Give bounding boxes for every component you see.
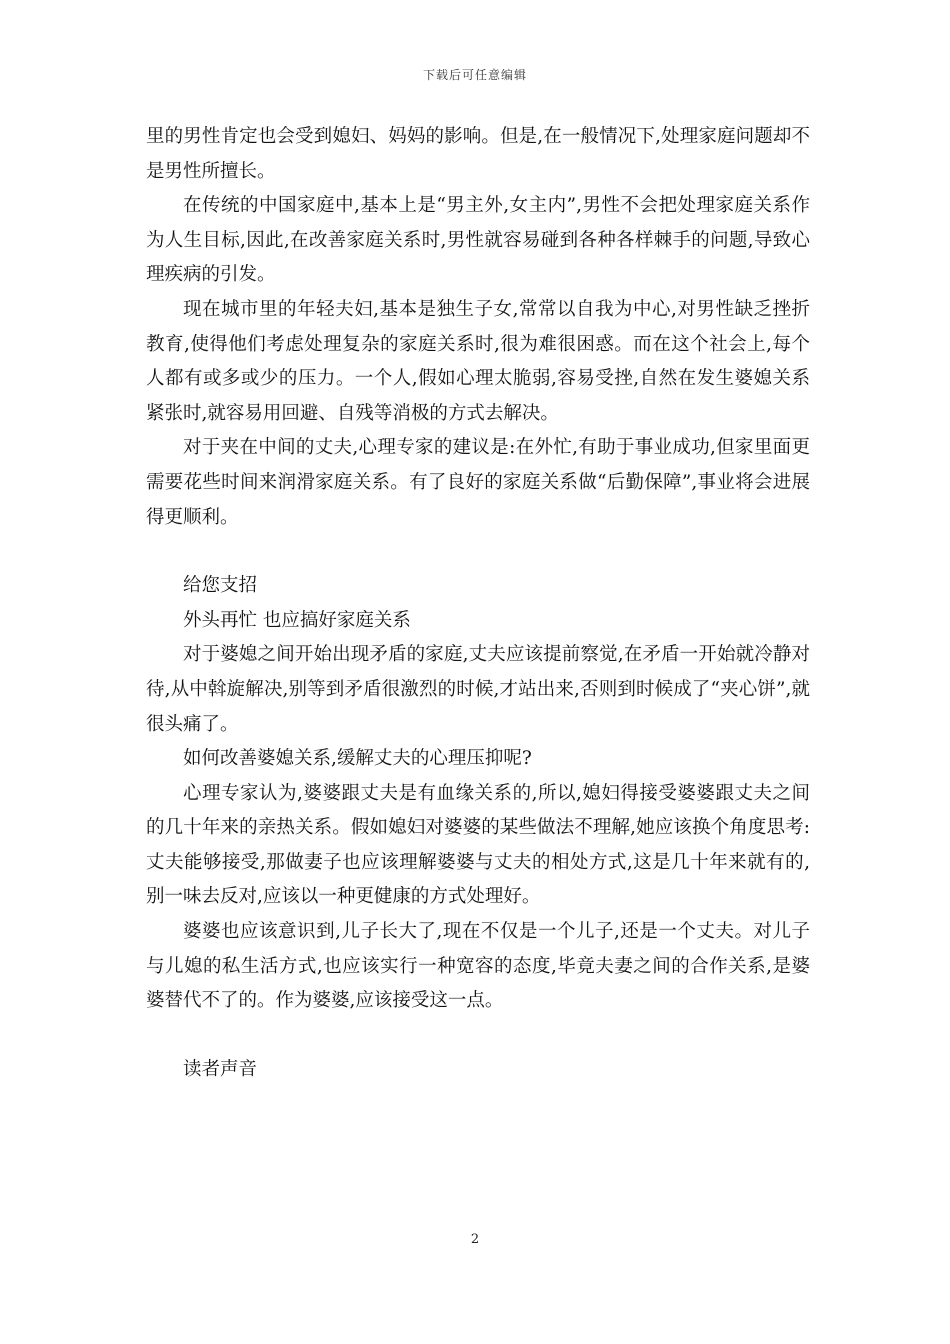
body-paragraph: 如何改善婆媳关系,缓解丈夫的心理压抑呢?	[183, 748, 532, 770]
body-paragraph: 对于婆媳之间开始出现矛盾的家庭,丈夫应该提前察觉,在矛盾一开始就冷静对待,从中斡旋解决,别等到矛盾很激烈的时候,才站出来,否则到时候成了“夹心饼”,就很头痛了。	[146, 644, 810, 735]
body-paragraph: 心理专家认为,婆婆跟丈夫是有血缘关系的,所以,媳妇得接受婆婆跟丈夫之间的几十年来的亲热关系。假如媳妇对婆婆的某些做法不理解,她应该换个角度思考:丈夫能够接受,那做妻子也应该理解婆婆与丈夫的相处方式,这是几十年来就有的,别一味去反对,应该以一种更健康的方式处理好。	[146, 782, 810, 908]
body-paragraph: 现在城市里的年轻夫妇,基本是独生子女,常常以自我为中心,对男性缺乏挫折教育,使得他们考虑处理复杂的家庭关系时,很为难很困惑。而在这个社会上,每个人都有或多或少的压力。一个人,假如心理太脆弱,容易受挫,自然在发生婆媳关系紧张时,就容易用回避、自残等消极的方式去解决。	[146, 298, 810, 424]
section-heading-readers: 读者声音	[183, 1058, 258, 1080]
body-paragraph: 对于夹在中间的丈夫,心理专家的建议是:在外忙,有助于事业成功,但家里面更需要花些时间来润滑家庭关系。有了良好的家庭关系做“后勤保障”,事业将会进展得更顺利。	[146, 437, 810, 528]
body-paragraph: 婆婆也应该意识到,儿子长大了,现在不仅是一个儿子,还是一个丈夫。对儿子与儿媳的私生活方式,也应该实行一种宽容的态度,毕竟夫妻之间的合作关系,是婆婆替代不了的。作为婆婆,应该接受这一点。	[146, 921, 810, 1012]
section-spacer	[146, 535, 810, 569]
body-paragraph: 里的男性肯定也会受到媳妇、妈妈的影响。但是,在一般情况下,处理家庭问题却不是男性所擅长。	[146, 126, 810, 182]
section-subheading: 外头再忙 也应搞好家庭关系	[183, 609, 411, 631]
section-spacer	[146, 1019, 810, 1053]
section-heading-tips: 给您支招	[183, 575, 258, 597]
document-body	[146, 120, 810, 1087]
page-number: 2	[470, 1232, 480, 1247]
body-paragraph: 在传统的中国家庭中,基本上是“男主外,女主内”,男性不会把处理家庭关系作为人生目标,因此,在改善家庭关系时,男性就容易碰到各种各样棘手的问题,导致心理疾病的引发。	[146, 195, 810, 286]
page-header: 下载后可任意编辑	[422, 68, 527, 82]
